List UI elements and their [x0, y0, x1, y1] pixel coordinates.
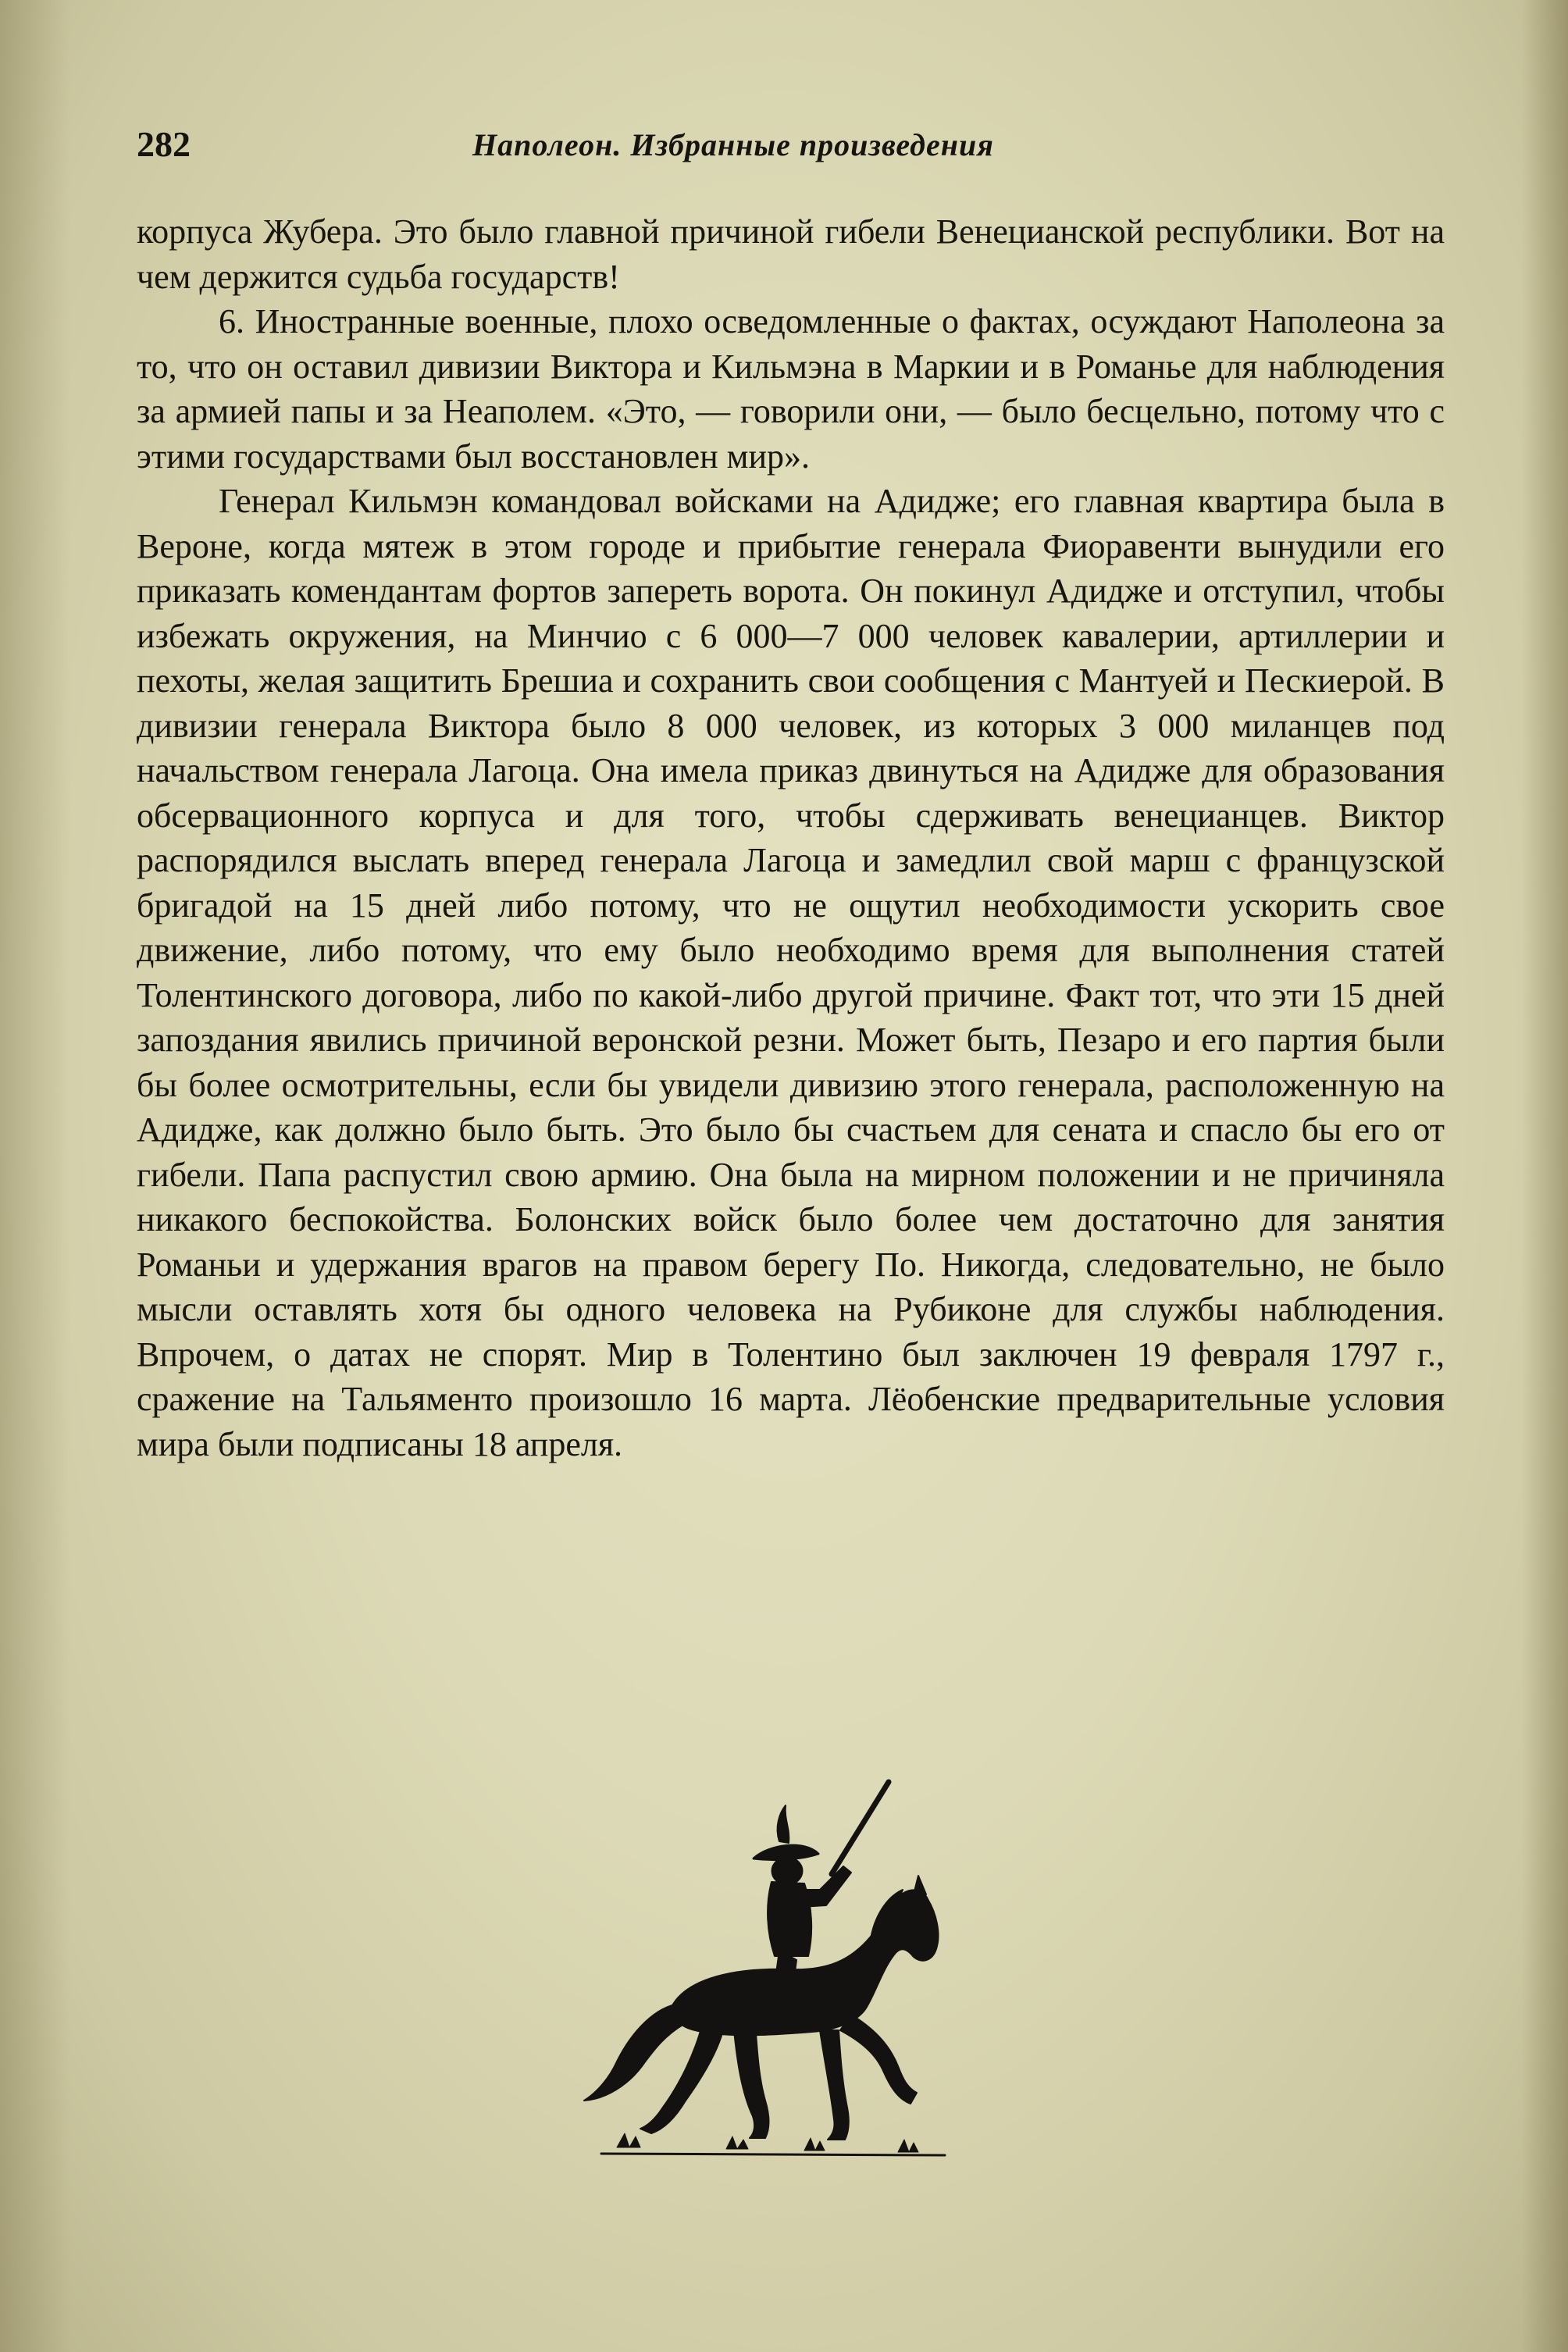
paragraph-kilmaine: Генерал Кильмэн командовал войсками на Адидже; его главная квартира была в Вероне, когда мятеж в этом городе и прибытие генерала Фиоравенти вынудили его приказать комендантам фортов запереть ворота. Он покинул Адидже и отступил, чтобы избежать окружения, на Минчио с 6 000—7 000 человек кавалерии, артиллерии и пехоты, желая защитить Брешиа и сохранить свои сообщения с Мантуей и Пескиерой. В дивизии генерала Виктора было 8 000 человек, из которых 3 000 миланцев под начальством генерала Лагоца. Она имела приказ двинуться на Адидже для образования обсервационного корпуса и для того, чтобы сдерживать венецианцев. Виктор распорядился выслать вперед генерала Лагоца и замедлил свой марш с французской бригадой на 15 дней либо потому, что не ощутил необходимости ускорить свое движение, либо потому, что ему было необходимо время для выполнения статей Толентинского договора, либо по какой-либо другой причине. Факт тот, что эти 15 дней запоздания явились причиной веронской резни. Может быть, Пезаро и его партия были бы более осмотрительны, если бы увидели дивизию этого генерала, расположенную на Адидже, как должно было быть. Это было бы счастьем для сената и спасло бы его от гибели. Папа распустил свою армию. Она была на мирном положении и не причиняла никакого беспокойства. Болонских войск было более чем достаточно для занятия Романьи и удержания врагов на правом берегу По. Никогда, следовательно, не было мысли оставлять хотя бы одного человека на Рубиконе для службы наблюдения. Впрочем, о датах не спорят. Мир в Толентино был заключен 19 февраля 1797 г., сражение на Тальяменто произошло 16 марта. Лёобенские предварительные условия мира были подписаны 18 апреля. [137, 482, 1445, 1463]
running-title: Наполеон. Избранные произведения [472, 127, 994, 162]
paragraph-item-6: 6. Иностранные военные, плохо осведомленные о фактах, осуждают Наполеона за то, что он оставил дивизии Виктора и Кильмэна в Маркии и в Романье для наблюдения за армией папы и за Неаполем. «Это, — говорили они, — было бесцельно, потому что с этими государствами был восстановлен мир». [137, 302, 1445, 476]
body-text [137, 209, 1445, 1466]
page-number: 282 [137, 124, 191, 164]
horseman-with-raised-sabre-icon [570, 1773, 992, 2194]
page-header [137, 123, 1451, 170]
paragraph-continuation: корпуса Жубера. Это было главной причиной гибели Венецианской республики. Вот на чем держится судьба государств! [137, 212, 1445, 296]
